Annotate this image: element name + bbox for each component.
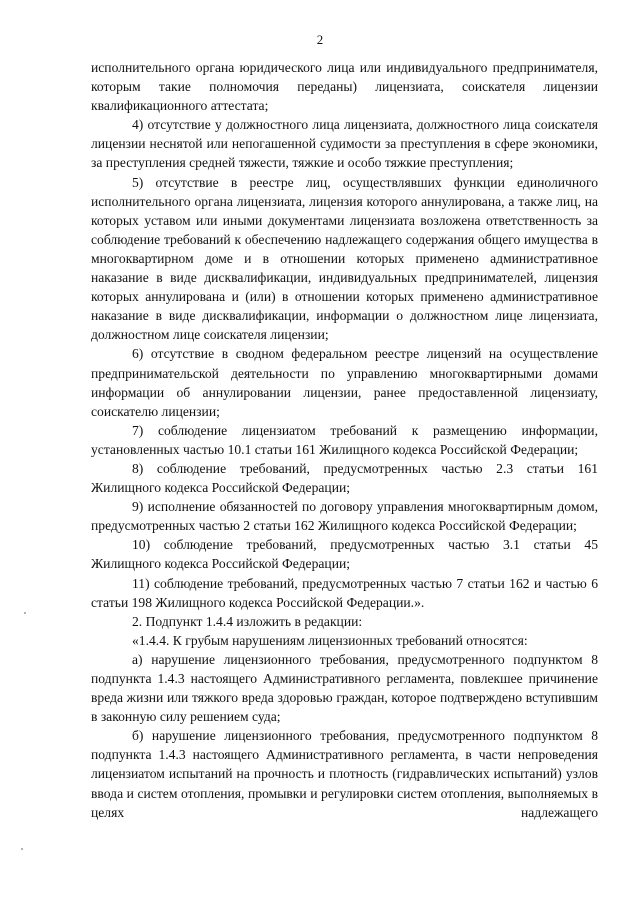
paragraph-clause-1-4-4: «1.4.4. К грубым нарушениям лицензионных требований относятся: <box>132 632 528 648</box>
document-body <box>91 58 598 822</box>
paragraph-item-5: 5) отсутствие в реестре лиц, осуществлявших функции единоличного исполнительного органа лицензиата, лицензия которого аннулирована, а также лиц, на которых уставом или иными документами лицензиата возложена ответственность за соблюдение требований к обеспечению надлежащего содержания общего имущества в многоквартирном доме и в отношении которых применено административное наказание в виде дисквалификации, индивидуальных предпринимателей, лицензия которых аннулирована и (или) в отношении которых применено административное наказание в виде дисквалификации, информации о должностном лице лицензиата, должностном лице соискателя лицензии; <box>91 174 598 343</box>
paragraph-item-4: 4) отсутствие у должностного лица лицензиата, должностного лица соискателя лицензии неснятой или непогашенной судимости за преступления в сфере экономики, за преступления средней тяжести, тяжкие и особо тяжкие преступления; <box>91 117 598 171</box>
paragraph-continuation: исполнительного органа юридического лица или индивидуального предпринимателя, которым такие полномочия переданы) лицензиата, соискателя лицензии квалификационного аттестата; <box>91 60 598 114</box>
page-number: 2 <box>316 32 324 47</box>
paragraph-item-a: а) нарушение лицензионного требования, предусмотренного подпунктом 8 подпункта 1.4.3 настоящего Административного регламента, повлекшее причинение вреда жизни или тяжкого вреда здоровью граждан, которое подтверждено вступившим в законную силу решением суда; <box>91 651 598 725</box>
paragraph-subclause-2: 2. Подпункт 1.4.4 изложить в редакции: <box>132 613 363 629</box>
scan-speck <box>24 612 26 614</box>
paragraph-item-10: 10) соблюдение требований, предусмотренных частью 3.1 статьи 45 Жилищного кодекса Российской Федерации; <box>91 537 598 572</box>
paragraph-item-11: 11) соблюдение требований, предусмотренных частью 7 статьи 162 и частью 6 статьи 198 Жилищного кодекса Российской Федерации.». <box>91 575 598 610</box>
paragraph-item-7: 7) соблюдение лицензиатом требований к размещению информации, установленных частью 10.1 статьи 161 Жилищного кодекса Российской Федерации; <box>91 422 598 457</box>
paragraph-item-b: б) нарушение лицензионного требования, предусмотренного подпунктом 8 подпункта 1.4.3 настоящего Административного регламента, в части непроведения лицензиатом испытаний на прочность и плотность (гидравлических испытаний) узлов ввода и систем отопления, промывки и регулировки систем отопления, выполняемых в целях надлежащего <box>91 728 598 820</box>
paragraph-item-9: 9) исполнение обязанностей по договору управления многоквартирным домом, предусмотренных частью 2 статьи 162 Жилищного кодекса Российской Федерации; <box>91 499 598 534</box>
paragraph-item-6: 6) отсутствие в сводном федеральном реестре лицензий на осуществление предпринимательской деятельности по управлению многоквартирными домами информации об аннулировании лицензии, ранее предоставленной лицензиату, соискателю лицензии; <box>91 346 598 419</box>
paragraph-item-8: 8) соблюдение требований, предусмотренных частью 2.3 статьи 161 Жилищного кодекса Российской Федерации; <box>91 460 598 496</box>
scan-speck <box>21 848 23 850</box>
